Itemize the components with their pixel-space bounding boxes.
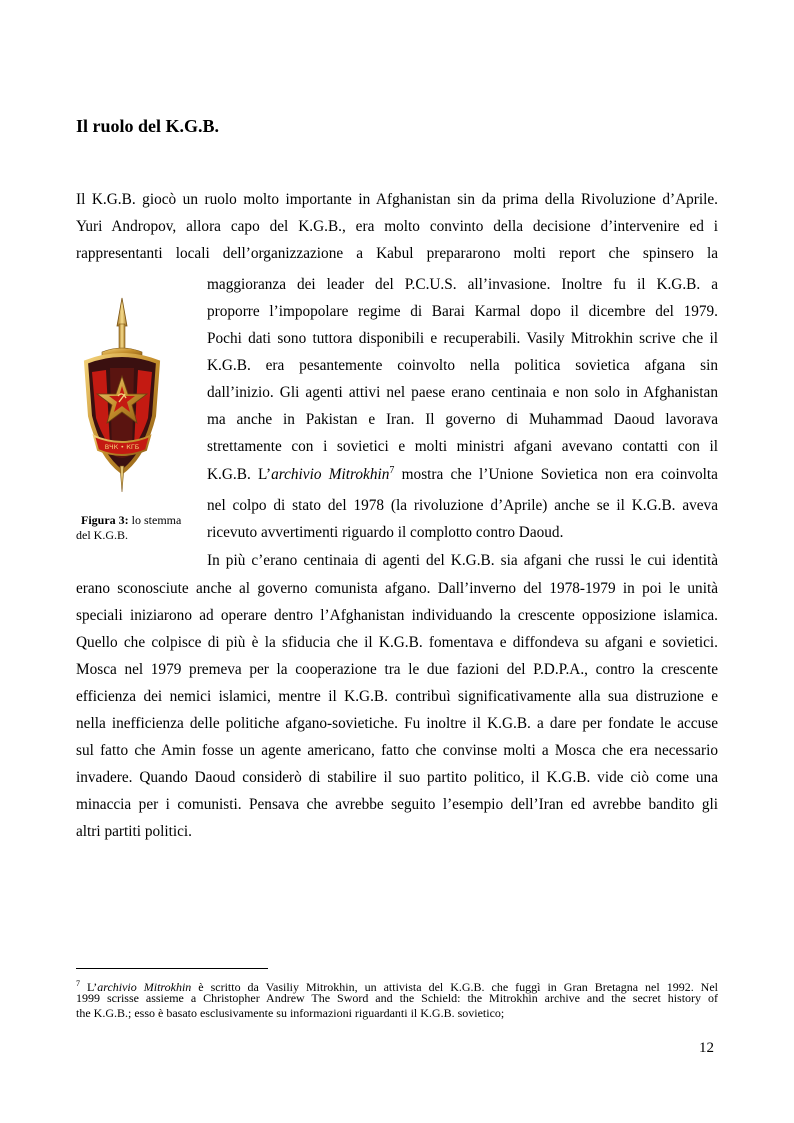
- ref-title-italic: archivio Mitrokhin: [271, 466, 390, 483]
- body-line: nel colpo di stato del 1978 (la rivoluzione d’Aprile) anche se il K.G.B. aveva: [207, 497, 718, 514]
- body-line: invadere. Quando Daoud considerò di stabilire il suo partito politico, il K.G.B. vide ciò come una: [76, 769, 718, 786]
- body-line: maggioranza dei leader del P.C.U.S. all’invasione. Inoltre fu il K.G.B. a: [207, 276, 718, 293]
- body-line: minaccia per i comunisti. Pensava che avrebbe seguito l’esempio dell’Iran ed avrebbe bandito gli: [76, 796, 718, 813]
- body-line: speciali iniziarono ad operare dentro l’Afghanistan individuando la crescente opposizione islamica.: [76, 607, 718, 624]
- body-line: rappresentanti locali dell’organizzazione a Kabul prepararono molti report che spinsero la: [76, 245, 718, 262]
- section-title: Il ruolo del K.G.B.: [76, 116, 220, 136]
- body-line: ricevuto avvertimenti riguardo il complotto contro Daoud.: [207, 524, 564, 541]
- footnote-text: è scritto da Vasiliy Mitrokhin, un attivista del K.G.B. che fuggì in Gran Bretagna nel 1992. Nel: [191, 980, 718, 994]
- figure-caption: [76, 513, 202, 543]
- body-line: Yuri Andropov, allora capo del K.G.B., era molto convinto della decisione d’intervenire ed i: [76, 218, 718, 235]
- body-line: Il K.G.B. giocò un ruolo molto importante in Afghanistan sin da prima della Rivoluzione d’Aprile.: [76, 191, 718, 208]
- footnote-line: the K.G.B.; esso è basato esclusivamente su informazioni riguardanti il K.G.B. sovietico;: [76, 1006, 505, 1020]
- body-line: efficienza dei nemici islamici, mentre il K.G.B. contribuì significativamente alla sua distruzione e: [76, 688, 718, 705]
- body-line: nella inefficienza delle politiche afgano-sovietiche. Fu inoltre il K.G.B. a dare per fondate le accuse: [76, 715, 718, 732]
- body-line: erano sconosciute anche al governo comunista afgano. Dall’inverno del 1978-1979 in poi le unità: [76, 580, 718, 597]
- emblem-banner-text: ВЧК • КГБ: [104, 443, 140, 451]
- footnote-separator: [76, 968, 268, 969]
- caption-text-line2: del K.G.B.: [76, 528, 128, 542]
- page-number: 12: [699, 1040, 714, 1056]
- footnote-italic-title: archivio Mitrokhin: [97, 980, 192, 994]
- body-line: K.G.B. era pesantemente coinvolto nella politica sovietica afgana sin: [207, 357, 718, 374]
- ref-text-after: mostra che l’Unione Sovietica non era coinvolta: [394, 466, 718, 483]
- caption-label: Figura 3:: [81, 513, 129, 527]
- body-line-with-reference: [207, 462, 718, 489]
- footnote-mark: 7: [76, 979, 80, 988]
- body-line: Quello che colpisce di più è la sfiducia che il K.G.B. fomentava e diffondeva su afgani e sovietici.: [76, 634, 718, 651]
- body-line: altri partiti politici.: [76, 823, 192, 840]
- footnote-reference[interactable]: 7: [389, 464, 395, 476]
- body-line: dall’inizio. Gli agenti attivi nel paese erano centinaia e non solo in Afghanistan: [207, 384, 718, 401]
- body-line: sul fatto che Amin fosse un agente americano, fatto che convinse molti a Mosca che era necessario: [76, 742, 718, 759]
- footnote-lead: L’: [80, 980, 98, 994]
- kgb-emblem-image: [80, 296, 164, 496]
- body-line: ma anche in Pakistan e Iran. Il governo di Muhammad Daoud lavorava: [207, 411, 718, 428]
- body-line: strettamente con i sovietici e molti ministri afgani avevano contatti con il: [207, 438, 718, 455]
- body-line: proporre l’impopolare regime di Barai Karmal dopo il dicembre del 1979.: [207, 303, 718, 320]
- caption-text: lo stemma: [128, 513, 182, 527]
- footnote-line: 1999 scrisse assieme a Christopher Andrew The Sword and the Schield: the Mitrokhin archive and the secret history of: [76, 991, 718, 1005]
- ref-text-before: K.G.B. L’: [207, 466, 272, 483]
- body-line: Pochi dati sono tuttora disponibili e recuperabili. Vasily Mitrokhin scrive che il: [207, 330, 718, 347]
- paragraph-first-line: In più c’erano centinaia di agenti del K.G.B. sia afgani che russi le cui identità: [207, 552, 718, 569]
- body-line: Mosca nel 1979 premeva per la cooperazione tra le due fazioni del P.D.P.A., contro la crescente: [76, 661, 718, 678]
